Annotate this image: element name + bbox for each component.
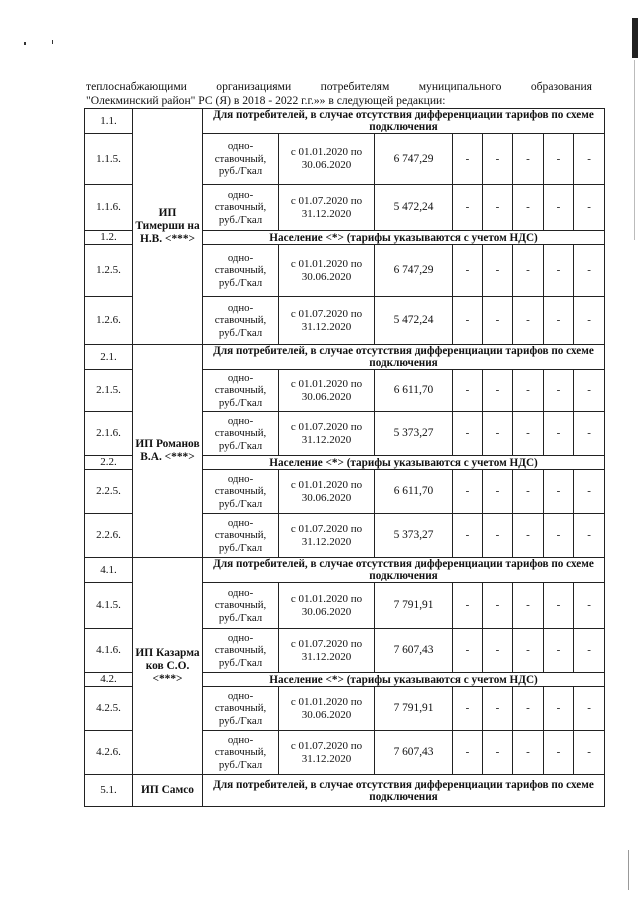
rate-value: 5 373,27 xyxy=(375,412,453,456)
empty-dash: - xyxy=(483,583,513,629)
empty-dash: - xyxy=(544,583,574,629)
empty-dash: - xyxy=(483,370,513,412)
section-row xyxy=(85,775,605,807)
empty-dash: - xyxy=(453,412,483,456)
empty-dash: - xyxy=(574,687,605,731)
empty-dash: - xyxy=(453,370,483,412)
section-number: 5.1. xyxy=(85,775,133,807)
empty-dash: - xyxy=(513,687,544,731)
empty-dash: - xyxy=(574,370,605,412)
empty-dash: - xyxy=(483,687,513,731)
empty-dash: - xyxy=(513,514,544,558)
section-title: Население <*> (тарифы указываются с учетом НДС) xyxy=(203,456,605,470)
empty-dash: - xyxy=(483,412,513,456)
rate-value: 6 611,70 xyxy=(375,470,453,514)
row-number: 1.1.6. xyxy=(85,185,133,231)
rate-unit: одно-ставочный, руб./Гкал xyxy=(203,731,279,775)
empty-dash: - xyxy=(453,297,483,345)
empty-dash: - xyxy=(544,185,574,231)
row-number: 2.2.5. xyxy=(85,470,133,514)
empty-dash: - xyxy=(574,185,605,231)
row-number: 4.1.5. xyxy=(85,583,133,629)
rate-unit: одно-ставочный, руб./Гкал xyxy=(203,297,279,345)
empty-dash: - xyxy=(513,731,544,775)
empty-dash: - xyxy=(513,412,544,456)
rate-value: 5 472,24 xyxy=(375,297,453,345)
empty-dash: - xyxy=(453,185,483,231)
rate-value: 7 607,43 xyxy=(375,629,453,673)
empty-dash: - xyxy=(453,629,483,673)
empty-dash: - xyxy=(513,185,544,231)
empty-dash: - xyxy=(453,134,483,185)
empty-dash: - xyxy=(513,297,544,345)
scan-mark xyxy=(52,40,53,44)
section-row xyxy=(85,109,605,134)
rate-unit: одно-ставочный, руб./Гкал xyxy=(203,370,279,412)
scan-mark xyxy=(24,42,26,45)
section-title: Для потребителей, в случае отсутствия дифференциации тарифов по схеме подключения xyxy=(203,109,605,134)
empty-dash: - xyxy=(513,134,544,185)
empty-dash: - xyxy=(453,514,483,558)
empty-dash: - xyxy=(513,583,544,629)
empty-dash: - xyxy=(574,412,605,456)
empty-dash: - xyxy=(544,297,574,345)
section-number: 4.2. xyxy=(85,673,133,687)
provider-name: ИП Романов В.А. <***> xyxy=(133,345,203,558)
rate-period: с 01.07.2020 по 31.12.2020 xyxy=(279,185,375,231)
provider-name: ИП Самсо xyxy=(133,775,203,807)
rate-period: с 01.01.2020 по 30.06.2020 xyxy=(279,134,375,185)
empty-dash: - xyxy=(513,370,544,412)
intro-line-1: теплоснабжающими организациями потребителям муниципального образования xyxy=(86,80,592,93)
section-title: Население <*> (тарифы указываются с учетом НДС) xyxy=(203,231,605,245)
rate-period: с 01.07.2020 по 31.12.2020 xyxy=(279,731,375,775)
row-number: 1.1.5. xyxy=(85,134,133,185)
section-number: 2.1. xyxy=(85,345,133,370)
empty-dash: - xyxy=(574,297,605,345)
empty-dash: - xyxy=(483,514,513,558)
empty-dash: - xyxy=(574,583,605,629)
empty-dash: - xyxy=(513,629,544,673)
tariff-table-body xyxy=(85,109,605,807)
intro-paragraph xyxy=(86,80,592,108)
scan-edge xyxy=(628,850,629,890)
rate-value: 5 472,24 xyxy=(375,185,453,231)
section-number: 4.1. xyxy=(85,558,133,583)
rate-value: 5 373,27 xyxy=(375,514,453,558)
row-number: 2.2.6. xyxy=(85,514,133,558)
section-number: 2.2. xyxy=(85,456,133,470)
empty-dash: - xyxy=(574,514,605,558)
rate-value: 6 747,29 xyxy=(375,134,453,185)
section-title: Для потребителей, в случае отсутствия дифференциации тарифов по схеме подключения xyxy=(203,345,605,370)
rate-unit: одно-ставочный, руб./Гкал xyxy=(203,629,279,673)
rate-value: 7 607,43 xyxy=(375,731,453,775)
empty-dash: - xyxy=(544,134,574,185)
row-number: 1.2.5. xyxy=(85,245,133,297)
rate-unit: одно-ставочный, руб./Гкал xyxy=(203,412,279,456)
empty-dash: - xyxy=(544,514,574,558)
empty-dash: - xyxy=(544,629,574,673)
scan-edge xyxy=(632,18,638,58)
empty-dash: - xyxy=(544,412,574,456)
empty-dash: - xyxy=(483,185,513,231)
empty-dash: - xyxy=(453,583,483,629)
empty-dash: - xyxy=(574,629,605,673)
rate-period: с 01.01.2020 по 30.06.2020 xyxy=(279,370,375,412)
rate-unit: одно-ставочный, руб./Гкал xyxy=(203,185,279,231)
empty-dash: - xyxy=(544,370,574,412)
section-title: Для потребителей, в случае отсутствия дифференциации тарифов по схеме подключения xyxy=(203,775,605,807)
empty-dash: - xyxy=(453,731,483,775)
tariff-table xyxy=(84,108,605,807)
rate-period: с 01.01.2020 по 30.06.2020 xyxy=(279,583,375,629)
row-number: 4.1.6. xyxy=(85,629,133,673)
empty-dash: - xyxy=(483,245,513,297)
empty-dash: - xyxy=(483,297,513,345)
empty-dash: - xyxy=(544,731,574,775)
rate-unit: одно-ставочный, руб./Гкал xyxy=(203,470,279,514)
rate-value: 6 747,29 xyxy=(375,245,453,297)
empty-dash: - xyxy=(513,245,544,297)
row-number: 4.2.5. xyxy=(85,687,133,731)
row-number: 2.1.6. xyxy=(85,412,133,456)
rate-unit: одно-ставочный, руб./Гкал xyxy=(203,583,279,629)
empty-dash: - xyxy=(483,470,513,514)
empty-dash: - xyxy=(483,629,513,673)
rate-period: с 01.07.2020 по 31.12.2020 xyxy=(279,297,375,345)
row-number: 1.2.6. xyxy=(85,297,133,345)
section-number: 1.1. xyxy=(85,109,133,134)
scan-edge xyxy=(634,60,635,240)
rate-value: 7 791,91 xyxy=(375,687,453,731)
row-number: 2.1.5. xyxy=(85,370,133,412)
provider-name: ИП Тимерши на Н.В. <***> xyxy=(133,109,203,345)
rate-unit: одно-ставочный, руб./Гкал xyxy=(203,687,279,731)
empty-dash: - xyxy=(544,470,574,514)
empty-dash: - xyxy=(483,134,513,185)
section-title: Население <*> (тарифы указываются с учетом НДС) xyxy=(203,673,605,687)
rate-period: с 01.01.2020 по 30.06.2020 xyxy=(279,687,375,731)
section-row xyxy=(85,345,605,370)
section-title: Для потребителей, в случае отсутствия дифференциации тарифов по схеме подключения xyxy=(203,558,605,583)
rate-unit: одно-ставочный, руб./Гкал xyxy=(203,245,279,297)
section-row xyxy=(85,558,605,583)
row-number: 4.2.6. xyxy=(85,731,133,775)
empty-dash: - xyxy=(574,731,605,775)
rate-period: с 01.07.2020 по 31.12.2020 xyxy=(279,629,375,673)
rate-unit: одно-ставочный, руб./Гкал xyxy=(203,514,279,558)
provider-name: ИП Казарма ков С.О. <***> xyxy=(133,558,203,775)
section-number: 1.2. xyxy=(85,231,133,245)
empty-dash: - xyxy=(483,731,513,775)
rate-period: с 01.01.2020 по 30.06.2020 xyxy=(279,470,375,514)
empty-dash: - xyxy=(544,687,574,731)
empty-dash: - xyxy=(544,245,574,297)
empty-dash: - xyxy=(453,470,483,514)
empty-dash: - xyxy=(574,134,605,185)
rate-period: с 01.07.2020 по 31.12.2020 xyxy=(279,412,375,456)
empty-dash: - xyxy=(574,470,605,514)
rate-unit: одно-ставочный, руб./Гкал xyxy=(203,134,279,185)
intro-line-2: "Олекминский район" РС (Я) в 2018 - 2022 г.г.»» в следующей редакции: xyxy=(86,94,446,107)
rate-value: 6 611,70 xyxy=(375,370,453,412)
rate-period: с 01.01.2020 по 30.06.2020 xyxy=(279,245,375,297)
empty-dash: - xyxy=(453,245,483,297)
rate-value: 7 791,91 xyxy=(375,583,453,629)
empty-dash: - xyxy=(513,470,544,514)
empty-dash: - xyxy=(453,687,483,731)
empty-dash: - xyxy=(574,245,605,297)
rate-period: с 01.07.2020 по 31.12.2020 xyxy=(279,514,375,558)
